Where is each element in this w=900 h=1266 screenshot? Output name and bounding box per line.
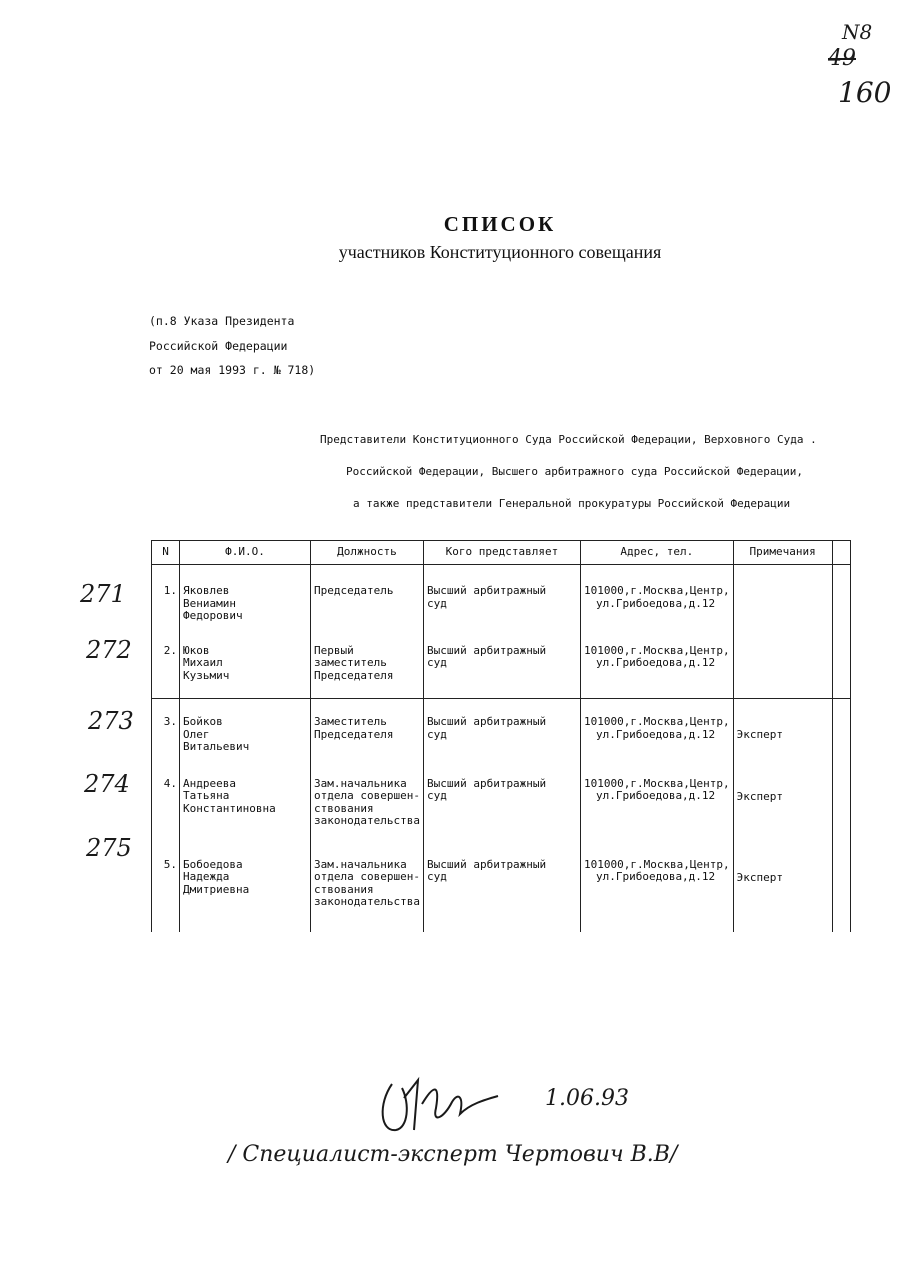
margin-number: 272 [86,636,132,664]
participant-address [580,627,733,699]
position-line: Председателя [314,727,394,741]
document-title: СПИСОК [443,212,557,236]
name-line: Константиновна [183,801,276,815]
margin-number: 274 [84,770,130,798]
position-line: Заместитель [314,715,387,728]
participant-represents [423,565,580,627]
participant-address [580,837,733,932]
name-line: Вениамин [183,596,236,610]
margin-number: 273 [88,707,134,735]
blank-cell [832,763,850,837]
name-line: Михаил [183,656,223,669]
intro-line: Представители Конституционного Суда Российской Федерации, Верховного Суда . [320,433,817,446]
participant-note: Эксперт [733,699,832,763]
position-line: Зам.начальника [314,776,407,790]
table-row [152,763,851,837]
blank-cell [832,699,850,763]
table-row [152,565,851,627]
participant-position [311,565,424,627]
column-header-represents: Кого представляет [423,541,580,565]
represents-line: суд [426,789,447,802]
margin-number: 275 [86,834,132,862]
table-row [152,627,851,699]
address-line: ул.Грибоедова,д.12 [595,727,716,741]
column-header-notes: Примечания [733,541,832,565]
participant-name [180,627,311,699]
name-line: Кузьмич [183,668,230,682]
position-line: отдела совершен- [314,870,420,883]
participant-position [311,627,424,699]
name-line: Бойков [183,715,223,728]
position-line: законодательства [314,895,420,908]
participant-represents [423,837,580,932]
name-line: Татьяна [183,789,230,802]
participant-note [733,627,832,699]
position-line: ствования [314,882,374,896]
column-header-address: Адрес, тел. [580,541,733,565]
name-line: Надежда [183,870,230,883]
column-header-name: Ф.И.О. [180,541,311,565]
address-line: 101000,г.Москва,Центр, [583,584,730,597]
participant-note: Эксперт [733,763,832,837]
represents-line: суд [426,596,447,610]
participant-represents [423,699,580,763]
name-line: Бобоедова [183,857,243,871]
position-line: Председателя [314,668,394,682]
address-line: 101000,г.Москва,Центр, [583,776,730,790]
represents-line: Высший арбитражный [426,643,547,657]
participant-position [311,837,424,932]
document-subtitle: участников Конституционного совещания [338,242,662,262]
position-line: Первый [314,643,354,657]
represents-line: Высший арбитражный [426,584,547,597]
name-line: Дмитриевна [183,882,250,896]
column-header-position: Должность [311,541,424,565]
participant-name [180,699,311,763]
address-line: 101000,г.Москва,Центр, [583,715,730,728]
represents-line: Высший арбитражный [426,715,547,728]
participant-note: Эксперт [733,837,832,932]
blank-cell [832,627,850,699]
represents-line: Высший арбитражный [426,776,547,790]
intro-line: а также представители Генеральной прокуратуры Российской Федерации [353,497,791,510]
participant-represents [423,627,580,699]
table-row [152,699,851,763]
column-header-blank [832,541,850,565]
participants-table [151,540,851,932]
table-row [152,837,851,932]
margin-number: 271 [80,580,126,608]
represents-line: суд [426,727,447,741]
row-number: 2. [152,627,180,699]
participant-position [311,763,424,837]
participant-represents [423,763,580,837]
row-number: 5. [152,837,180,932]
intro-line: Российской Федерации, Высшего арбитражного суда Российской Федерации, [346,465,803,478]
position-line: заместитель [314,656,387,669]
blank-cell [832,837,850,932]
row-number: 3. [152,699,180,763]
address-line: 101000,г.Москва,Центр, [583,857,730,871]
participant-address [580,763,733,837]
participant-name [180,837,311,932]
name-line: Андреева [183,776,236,790]
position-line: отдела совершен- [314,789,420,802]
name-line: Федорович [183,609,243,622]
row-number: 4. [152,763,180,837]
corner-number-top: N8 [842,20,873,44]
represents-line: суд [426,870,447,883]
participant-note [733,565,832,627]
address-line: 101000,г.Москва,Центр, [583,643,730,657]
corner-number-crossed: 49 [828,46,856,71]
corner-number-sheet: 160 [838,76,892,109]
address-line: ул.Грибоедова,д.12 [595,596,716,610]
participant-name [180,565,311,627]
name-line: Олег [183,727,210,741]
name-line: Яковлев [183,584,230,597]
position-line: Зам.начальника [314,857,407,871]
blank-cell [832,565,850,627]
position-line: ствования [314,801,374,815]
table-header-row [152,541,851,565]
column-header-number: N [152,541,180,565]
decree-reference-line: от 20 мая 1993 г. № 718) [149,363,316,377]
participant-address [580,699,733,763]
address-line: ул.Грибоедова,д.12 [595,656,716,669]
position-line: законодательства [314,814,420,827]
address-line: ул.Грибоедова,д.12 [595,789,716,802]
name-line: Витальевич [183,740,250,753]
participant-position [311,699,424,763]
signature-date: 1.06.93 [545,1086,629,1111]
handwritten-signature [374,1074,504,1144]
row-number: 1. [152,565,180,627]
address-line: ул.Грибоедова,д.12 [595,870,716,883]
represents-line: суд [426,656,447,669]
signatory-role: / Специалист-эксперт Чертович В.В/ [228,1142,678,1167]
represents-line: Высший арбитражный [426,857,547,871]
position-line: Председатель [314,584,394,597]
name-line: Юков [183,643,210,657]
participant-name [180,763,311,837]
participant-address [580,565,733,627]
decree-reference-line: Российской Федерации [149,339,288,353]
decree-reference-line: (п.8 Указа Президента [149,314,295,328]
